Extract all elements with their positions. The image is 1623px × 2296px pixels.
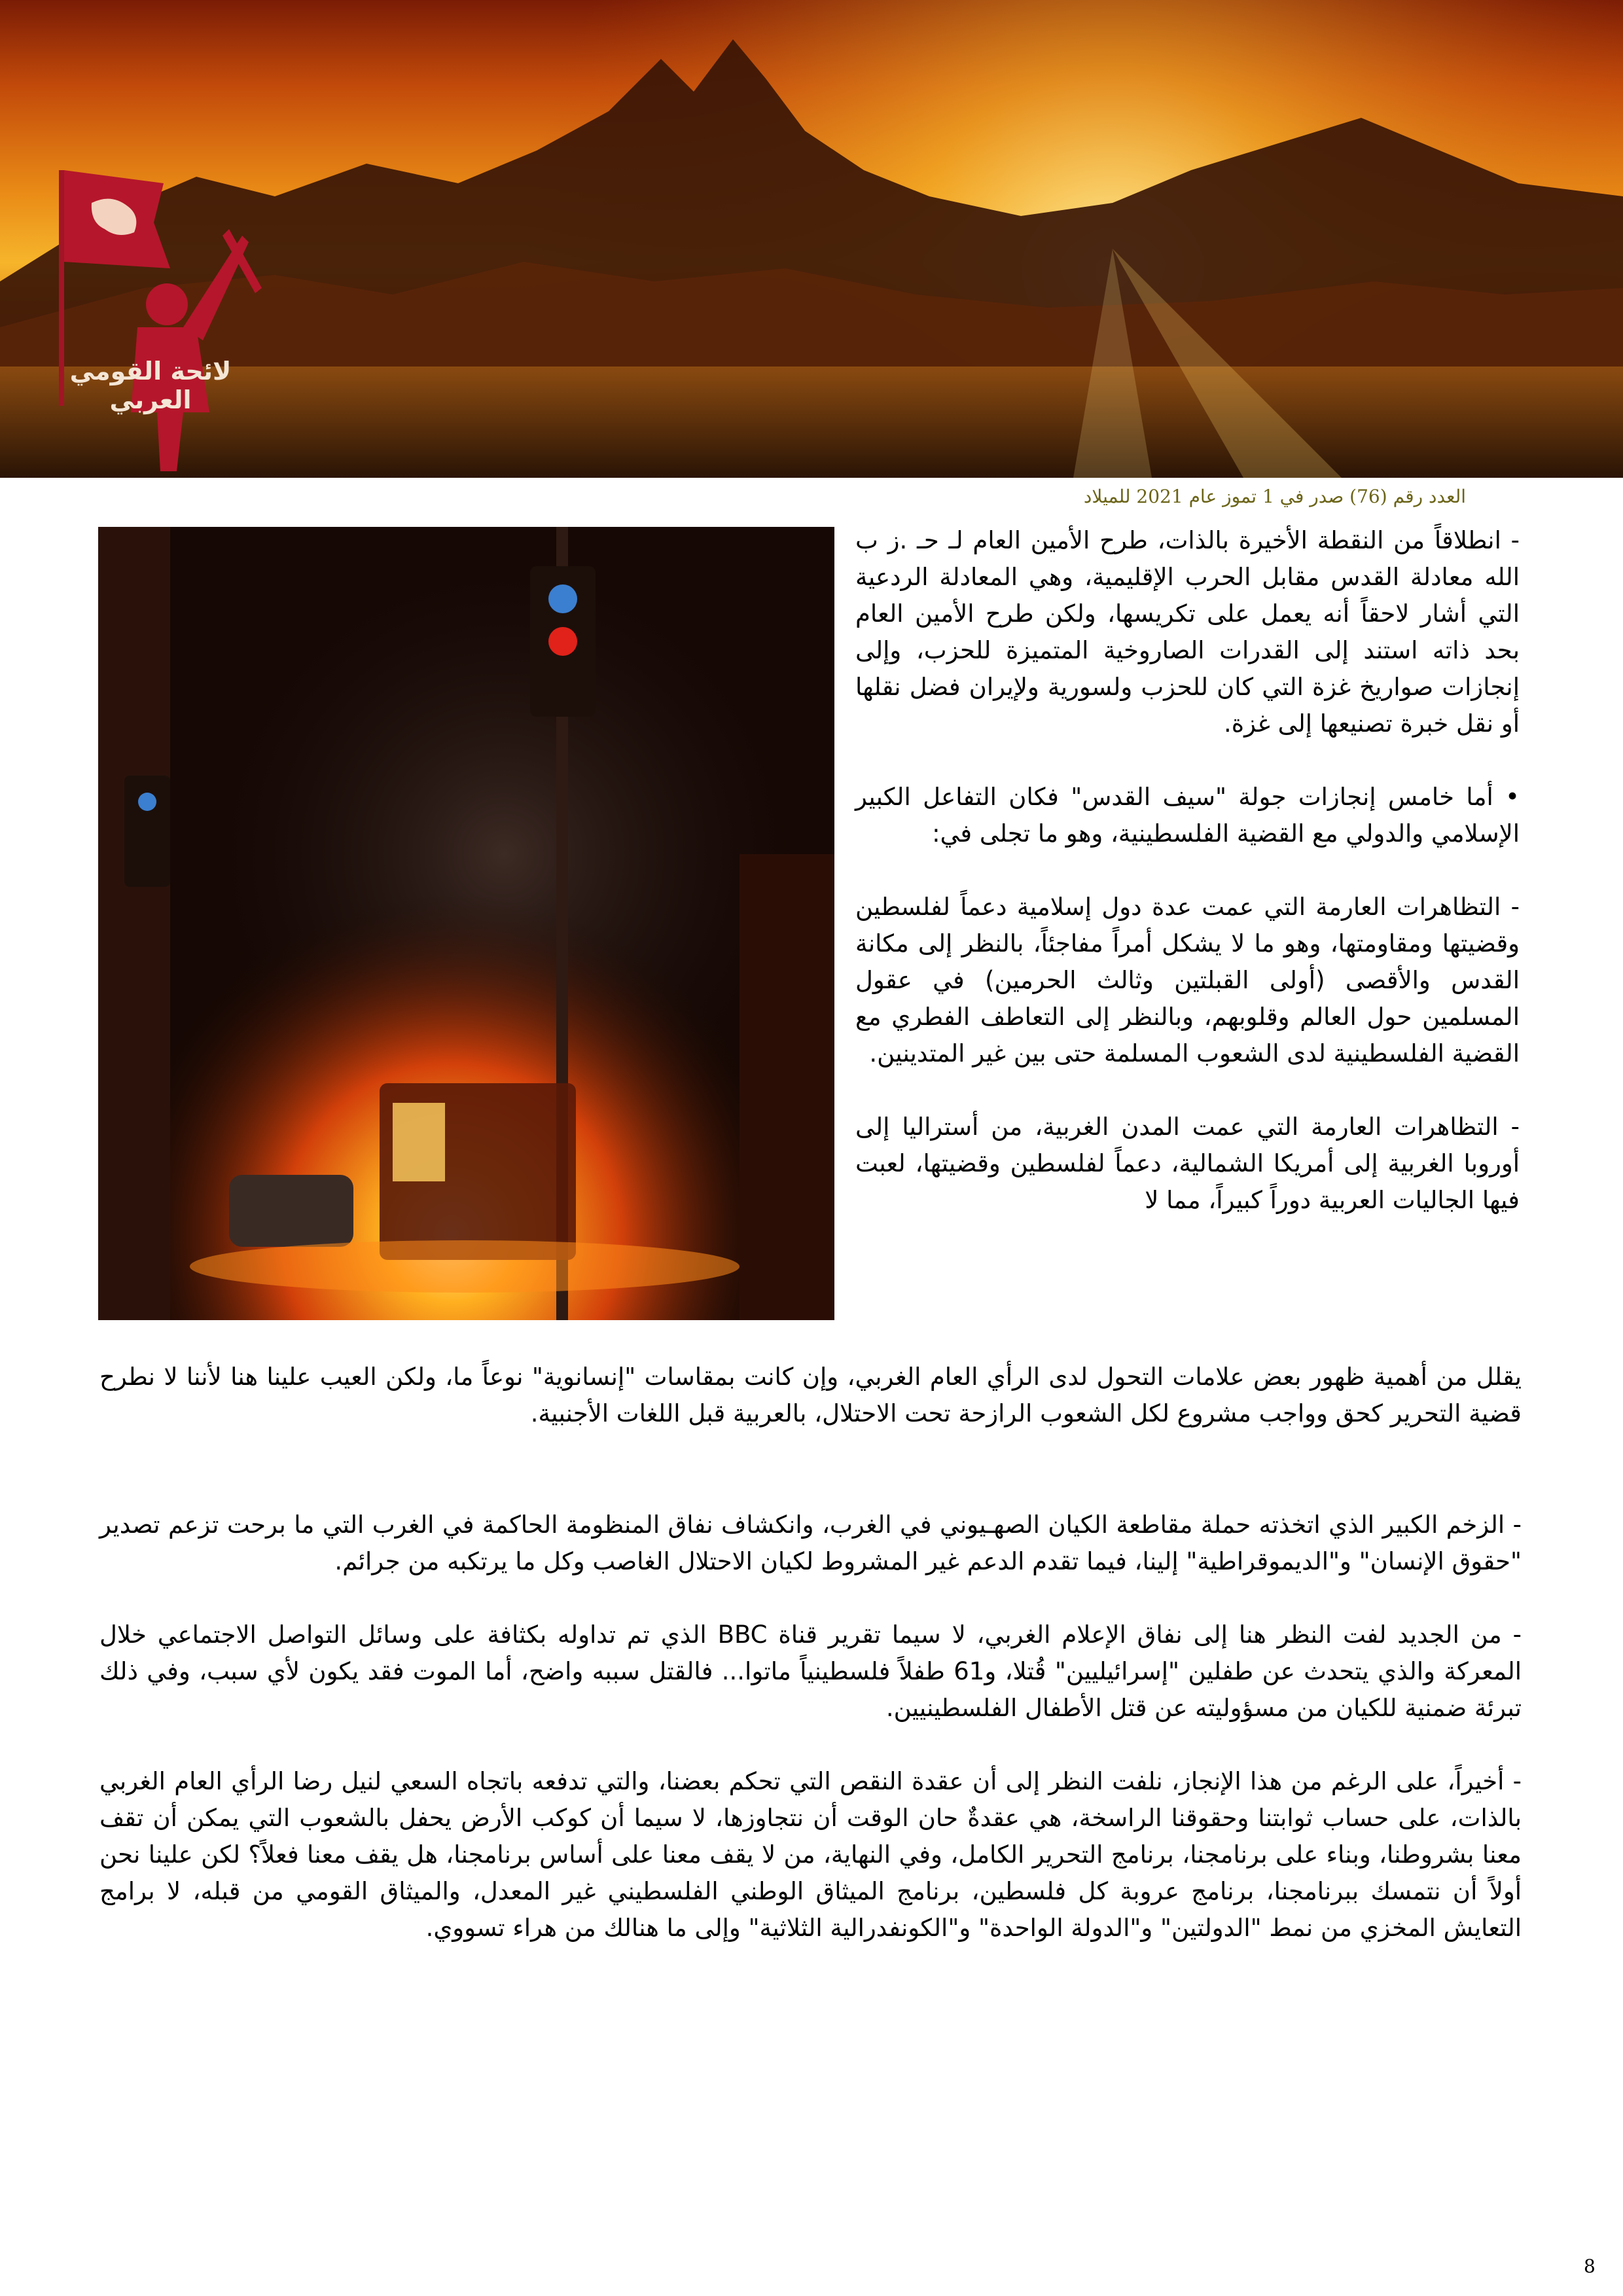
paragraph: - التظاهرات العارمة التي عمت المدن الغربية، من أستراليا إلى أوروبا الغربية إلى أمريكا الشمالية، دعماً لفلسطين وقضيتها، لعبت فيها الجاليات العربية دوراً كبيراً، مما لا	[855, 1113, 1520, 1214]
full-text-block-2	[99, 1507, 1522, 1983]
paragraph: - أخيراً، على الرغم من هذا الإنجاز، نلفت النظر إلى أن عقدة النقص التي تحكم بعضنا، والتي تدفعه باتجاه السعي لنيل رضا الرأي العام الغربي بالذات، على حساب ثوابتنا وحقوقنا الراسخة، هي عقدةٌ حان الوقت أن نتجاوزها، لا سيما أن كوكب الأرض يحفل بالشعوب التي يمكن أن تقف معنا بشروطنا، وبناء على برنامجنا، برنامج التحرير الكامل، وفي النهاية، من لا يقف معنا على أساس برنامجنا، هل يقف معنا فعلاً؟ لكن علينا نحن أولاً أن نتمسك ببرنامجنا، برنامج عروبة كل فلسطين، برنامج الميثاق الوطني الفلسطيني غير المعدل، والميثاق القومي من قبله، لا برامج التعايش المخزي من نمط "الدولتين" و"الدولة الواحدة" و"الكونفدرالية الثلاثية" وإلى ما هنالك من هراء تسووي.	[99, 1767, 1522, 1942]
paragraph: - التظاهرات العارمة التي عمت عدة دول إسلامية دعماً لفلسطين وقضيتها ومقاومتها، وهو ما لا يشكل أمراً مفاجئاً، بالنظر إلى مكانة القدس والأقصى (أولى القبلتين وثالث الحرمين) في عقول المسلمين حول العالم وقلوبهم، وبالنظر إلى التعاطف الفطري مع القضية الفلسطينية لدى الشعوب المسلمة حتى بين غير المتدينين.	[855, 893, 1520, 1067]
page-number: 8	[1584, 2255, 1596, 2277]
paragraph: - من الجديد لفت النظر هنا إلى نفاق الإعلام الغربي، لا سيما تقرير قناة BBC الذي تم تداوله بكثافة على وسائل التواصل الاجتماعي خلال المعركة والذي يتحدث عن طفلين "إسرائيليين" قُتلا، و61 طفلاً فلسطينياً ماتوا... فالقتل سببه واضح، أما الموت فقد يكون لأي سبب، وفي ذلك تبرئة ضمنية للكيان من مسؤوليته عن قتل الأطفال الفلسطينيين.	[99, 1621, 1522, 1722]
paragraph: يقلل من أهمية ظهور بعض علامات التحول لدى الرأي العام الغربي، وإن كانت بمقاسات "إنسانوية" نوعاً ما، ولكن العيب علينا هنا لأننا لا نطرح قضية التحرير كحق وواجب مشروع لكل الشعوب الرازحة تحت الاحتلال، بالعربية قبل اللغات الأجنبية.	[99, 1363, 1522, 1427]
logo-text: لائحة القومي العربي	[69, 357, 232, 414]
header-banner	[0, 0, 1623, 478]
burning-street-photo	[98, 527, 834, 1320]
issue-line: العدد رقم (76) صدر في 1 تموز عام 2021 للميلاد	[1083, 486, 1466, 507]
full-text-block-1	[99, 1359, 1522, 1469]
paragraph: - انطلاقاً من النقطة الأخيرة بالذات، طرح الأمين العام لـ حـ .ز ب الله معادلة القدس مقابل الحرب الإقليمية، وهي المعادلة الردعية التي أشار لاحقاً أنه يعمل على تكريسها، ولكن طرح الأمين العام بحد ذاته استند إلى القدرات الصاروخية المتميزة للحزب، وإلى إنجازات صواريخ غزة التي كان للحزب ولسورية ولإيران فضل نقلها أو نقل خبرة تصنيعها إلى غزة.	[855, 526, 1520, 738]
paragraph: - الزخم الكبير الذي اتخذته حملة مقاطعة الكيان الصهـيوني في الغرب، وانكشاف نفاق المنظومة الحاكمة في الغرب التي ما برحت تزعم تصدير "حقوق الإنسان" و"الديموقراطية" إلينا، فيما تقدم الدعم غير المشروط لكيان الاحتلال الغاصب وكل ما يرتكبه من جرائم.	[99, 1511, 1522, 1575]
text-column	[855, 522, 1520, 1219]
organization-logo	[13, 131, 288, 478]
paragraph: • أما خامس إنجازات جولة "سيف القدس" فكان التفاعل الكبير الإسلامي والدولي مع القضية الفلسطينية، وهو ما تجلى في:	[855, 783, 1520, 848]
